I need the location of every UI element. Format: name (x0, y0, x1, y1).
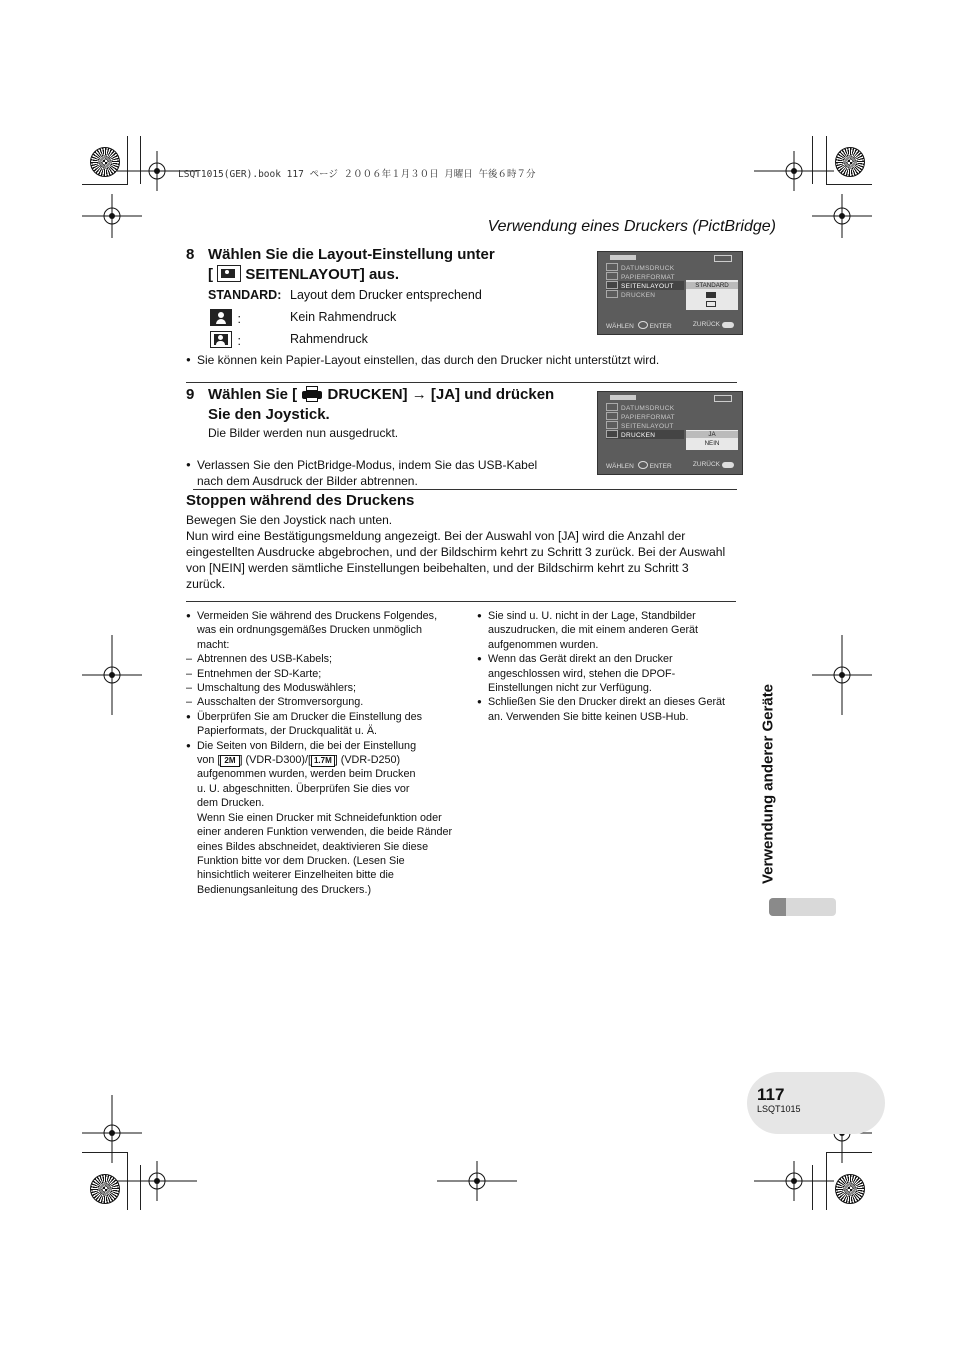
date-print-icon (606, 263, 618, 271)
menu-button-icon (722, 322, 734, 328)
battery-icon (714, 395, 732, 402)
border-option-icon (706, 301, 716, 307)
page-number: 117 (757, 1085, 785, 1104)
notes-left (186, 609, 456, 897)
options-panel (686, 430, 738, 450)
stop-line1: Bewegen Sie den Joystick nach unten. (186, 513, 393, 527)
step9-note (186, 457, 597, 489)
step9-title-part1: Wählen Sie [ (208, 386, 298, 403)
note-subitem: – Entnehmen der SD-Karte; (186, 667, 322, 680)
step8-note (186, 352, 757, 368)
page-code: LSQT1015 (757, 1104, 801, 1114)
divider (193, 489, 737, 490)
borderless-row (210, 309, 510, 327)
menu-item: DRUCKEN (606, 290, 655, 299)
colon: : (237, 334, 241, 348)
page-layout-icon (606, 281, 618, 289)
menu-item-selected: SEITENLAYOUT (606, 281, 684, 290)
divider (186, 382, 737, 383)
border-print-icon (210, 331, 232, 348)
options-panel (686, 280, 738, 310)
side-tab-label: Verwendung anderer Geräte (759, 683, 777, 885)
standard-key: STANDARD: (208, 288, 282, 302)
side-tab-indicator (769, 898, 836, 916)
starburst-mark (90, 1174, 120, 1204)
standard-desc: Layout dem Drucker entsprechend (290, 288, 482, 302)
joystick-icon (638, 461, 648, 469)
step9-title-line2: Sie den Joystick. (208, 406, 330, 423)
step9-title-part2: DRUCKEN] → [JA] und drücken (327, 386, 555, 403)
screen-footer: WÄHLEN ENTER ZURÜCK (606, 321, 734, 330)
stop-paragraph: Nun wird eine Bestätigungsmeldung angezeigt. Bei der Auswahl von [JA] wird die Anzahl der eingestellten Ausdrucke abgebrochen, und der Bildschirm kehrt zu Schritt 3 zurück. Bei der Auswahl von [NEIN] werden sämtliche Einstellungen beibehalten, und der Bildschirm kehrt zu Schritt 3 zurück. (186, 529, 726, 591)
menu-item-selected: DRUCKEN (606, 430, 684, 439)
borderless-desc: Kein Rahmendruck (290, 310, 397, 324)
lcd-screen-layout (597, 251, 743, 335)
pictbridge-logo (610, 255, 636, 260)
menu-item: PAPIERFORMAT (606, 412, 675, 421)
note-item: ● Sie sind u. U. nicht in der Lage, Standbilder auszudrucken, die mit einem anderen Gerät aufgenommen wurden. (477, 609, 713, 652)
lcd-screen-print (597, 391, 743, 475)
starburst-mark (90, 147, 120, 177)
resolution-2m-icon: 2M (220, 755, 239, 767)
stop-heading: Stoppen während des Druckens (186, 492, 415, 509)
menu-item: DATUMSDRUCK (606, 403, 674, 412)
option-standard: STANDARD (686, 282, 738, 289)
menu-item: DATUMSDRUCK (606, 263, 674, 272)
note-item: ● Schließen Sie den Drucker direkt an dieses Gerät an. Verwenden Sie bitte keinen USB-Hub. (477, 695, 739, 724)
step8-title-line1: Wählen Sie die Layout-Einstellung unter (208, 246, 495, 263)
note-item: ● Wenn das Gerät direkt an den Drucker angeschlossen wird, stehen die DPOF-Einstellungen nicht zur Verfügung. (477, 652, 698, 695)
border-desc: Rahmendruck (290, 332, 368, 346)
borderless-option-icon (706, 292, 716, 298)
resolution-1-7m-icon: 1.7M (311, 755, 335, 767)
step8-title-line2: SEITENLAYOUT] aus. (245, 266, 399, 283)
note-subitem: – Abtrennen des USB-Kabels; (186, 653, 333, 666)
border-row (210, 331, 510, 349)
step9-note-line1: ● Verlassen Sie den PictBridge-Modus, indem Sie das USB-Kabel (197, 458, 538, 472)
step8-note-text: Sie können kein Papier-Layout einstellen, das durch den Drucker nicht unterstützt wird. (197, 353, 660, 367)
date-print-icon (606, 403, 618, 411)
joystick-icon (638, 321, 648, 329)
note-item: ● Die Seiten von Bildern, die bei der Einstellung von [ 2M ] (VDR-D300)/[ 1.7M ] (VDR-D250) aufgenommen wurden, werden beim Drucken u. U. abgeschnitten. Überprüfen Sie dies vor dem Drucken. Wenn Sie einen Drucker mit Schneidefunktion oder einer anderen Funktion verwenden, die beide Ränder eines Bildes abschneidet, deaktivieren Sie diese Funktion bitte vor dem Drucken. (Lesen Sie hinsichtlich weiterer Einzelheiten bitte die Bedienungsanleitung des Druckers.) (186, 739, 456, 897)
paper-size-icon (606, 272, 618, 280)
page-number-badge (747, 1072, 885, 1134)
menu-button-icon (722, 462, 734, 468)
starburst-mark (835, 147, 865, 177)
note-subitem: – Ausschalten der Stromversorgung. (186, 696, 364, 709)
step-number: 8 (186, 246, 195, 263)
option-nein: NEIN (704, 440, 720, 447)
step9-sub: Die Bilder werden nun ausgedruckt. (208, 426, 399, 440)
book-info-line: LSQT1015(GER).book 117 ページ ２００６年１月３０日 月曜日 午後６時７分 (178, 169, 536, 180)
page-header-title: Verwendung eines Druckers (PictBridge) (487, 218, 776, 235)
bracket: [ (208, 266, 213, 283)
paper-size-icon (606, 412, 618, 420)
printer-icon (606, 290, 618, 298)
step9-note-line2: nach dem Ausdruck der Bilder abtrennen. (197, 474, 418, 488)
battery-icon (714, 255, 732, 262)
side-tab-indicator-active (769, 898, 786, 916)
colon: : (237, 312, 241, 326)
divider (186, 601, 736, 602)
borderless-print-icon (210, 309, 232, 326)
note-item: ● Vermeiden Sie während des Druckens Folgendes, was ein ordnungsgemäßes Drucken unmöglich macht: (186, 609, 456, 652)
standard-row (208, 287, 482, 303)
printer-icon (301, 386, 323, 402)
page-layout-icon (217, 265, 241, 282)
menu-item: PAPIERFORMAT (606, 272, 675, 281)
menu-item: SEITENLAYOUT (606, 421, 674, 430)
notes-right (477, 609, 739, 724)
side-section-tab (748, 676, 788, 892)
pictbridge-logo (610, 395, 636, 400)
step9-heading (186, 385, 586, 425)
note-subitem: – Umschaltung des Moduswählers; (186, 682, 357, 695)
starburst-mark (835, 1174, 865, 1204)
screen-footer: WÄHLEN ENTER ZURÜCK (606, 461, 734, 470)
note-item: ● Überprüfen Sie am Drucker die Einstellung des Papierformats, der Druckqualität u. Ä. (186, 710, 427, 739)
step-number: 9 (186, 386, 195, 403)
option-ja: JA (686, 431, 738, 438)
page-layout-icon (606, 421, 618, 429)
step8-heading (186, 245, 586, 285)
printer-icon (606, 430, 618, 438)
